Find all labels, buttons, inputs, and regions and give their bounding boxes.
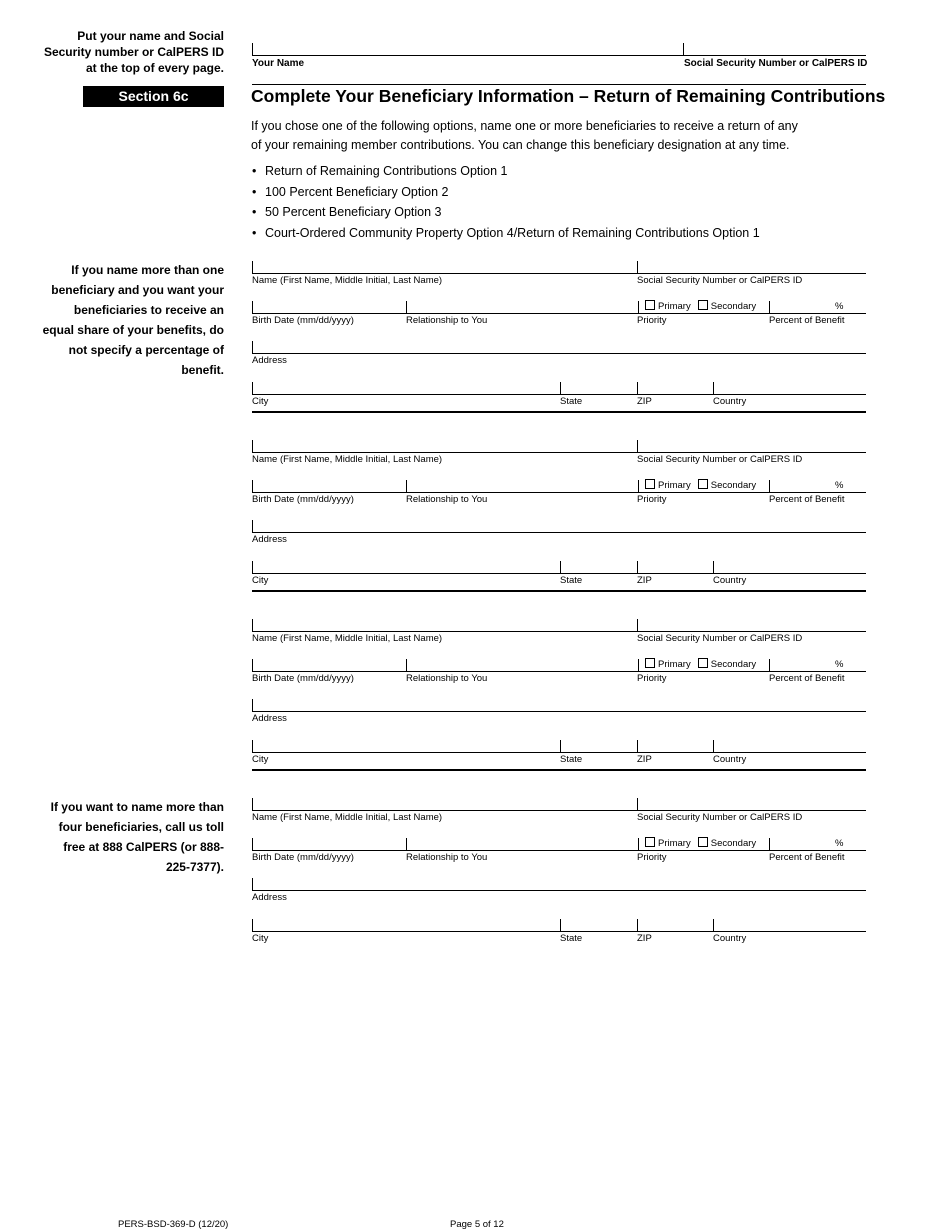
secondary-label: Secondary bbox=[710, 659, 757, 670]
country-label: Country bbox=[713, 754, 747, 765]
name-label: Name (First Name, Middle Initial, Last Name) bbox=[252, 633, 443, 644]
your-name-tick bbox=[252, 43, 253, 55]
country-label: Country bbox=[713, 396, 747, 407]
country-label: Country bbox=[713, 575, 747, 586]
equal-share-note: If you name more than one beneficiary and you want your beneficiaries to receive an equal share of your benefits, do not specify a percentage of benefit. bbox=[42, 263, 224, 377]
city-field[interactable] bbox=[252, 573, 866, 574]
birth-date-field[interactable] bbox=[252, 850, 866, 851]
birth-date-label: Birth Date (mm/dd/yyyy) bbox=[252, 315, 354, 326]
ssn-tick bbox=[683, 43, 684, 55]
relationship-tick bbox=[406, 659, 407, 671]
ssn-tick bbox=[637, 798, 638, 810]
zip-tick bbox=[637, 561, 638, 573]
percent-tick bbox=[769, 301, 770, 313]
percent-of-benefit-label: Percent of Benefit bbox=[769, 852, 845, 863]
city-label: City bbox=[252, 933, 269, 944]
state-tick bbox=[560, 740, 561, 752]
address-tick bbox=[252, 878, 253, 890]
city-label: City bbox=[252, 396, 269, 407]
secondary-label: Secondary bbox=[710, 301, 757, 312]
primary-checkbox[interactable] bbox=[645, 658, 655, 668]
ssn-label: Social Security Number or CalPERS ID bbox=[637, 633, 803, 644]
primary-label: Primary bbox=[658, 480, 691, 491]
zip-tick bbox=[637, 740, 638, 752]
ssn-label: Social Security Number or CalPERS ID bbox=[637, 812, 803, 823]
name-label: Name (First Name, Middle Initial, Last Name) bbox=[252, 812, 443, 823]
country-tick bbox=[713, 740, 714, 752]
beneficiary-name-field[interactable] bbox=[252, 273, 866, 274]
city-field[interactable] bbox=[252, 394, 866, 395]
percent-tick bbox=[769, 480, 770, 492]
primary-label: Primary bbox=[658, 659, 691, 670]
priority-options bbox=[645, 300, 756, 312]
relationship-label: Relationship to You bbox=[406, 494, 488, 505]
zip-label: ZIP bbox=[637, 933, 652, 944]
secondary-checkbox[interactable] bbox=[698, 837, 708, 847]
priority-tick bbox=[638, 659, 639, 671]
state-label: State bbox=[560, 754, 583, 765]
name-label: Name (First Name, Middle Initial, Last Name) bbox=[252, 454, 443, 465]
top-instruction-note: Put your name and Social Security number or CalPERS ID at the top of every page. bbox=[43, 29, 224, 75]
block-divider bbox=[252, 411, 866, 413]
name-tick bbox=[252, 440, 253, 452]
state-tick bbox=[560, 561, 561, 573]
list-item: • Court-Ordered Community Property Option 4/Return of Remaining Contributions Option 1 bbox=[252, 223, 760, 244]
city-tick bbox=[252, 740, 253, 752]
beneficiary-name-field[interactable] bbox=[252, 631, 866, 632]
priority-label: Priority bbox=[637, 315, 667, 326]
priority-label: Priority bbox=[637, 494, 667, 505]
percent-tick bbox=[769, 659, 770, 671]
relationship-label: Relationship to You bbox=[406, 315, 488, 326]
priority-label: Priority bbox=[637, 852, 667, 863]
state-tick bbox=[560, 382, 561, 394]
percent-sign: % bbox=[835, 480, 844, 491]
address-tick bbox=[252, 520, 253, 532]
percent-sign: % bbox=[835, 659, 844, 670]
address-field[interactable] bbox=[252, 353, 866, 354]
ssn-tick bbox=[637, 440, 638, 452]
state-label: State bbox=[560, 396, 583, 407]
percent-tick bbox=[769, 838, 770, 850]
address-label: Address bbox=[252, 892, 287, 903]
ssn-tick bbox=[637, 261, 638, 273]
percent-of-benefit-label: Percent of Benefit bbox=[769, 494, 845, 505]
priority-options bbox=[645, 658, 756, 670]
birth-date-field[interactable] bbox=[252, 313, 866, 314]
birth-date-tick bbox=[252, 480, 253, 492]
beneficiary-name-field[interactable] bbox=[252, 810, 866, 811]
birth-date-field[interactable] bbox=[252, 492, 866, 493]
city-tick bbox=[252, 382, 253, 394]
birth-date-field[interactable] bbox=[252, 671, 866, 672]
percent-sign: % bbox=[835, 301, 844, 312]
address-label: Address bbox=[252, 355, 287, 366]
list-item: • Return of Remaining Contributions Option 1 bbox=[252, 161, 760, 182]
priority-tick bbox=[638, 838, 639, 850]
secondary-checkbox[interactable] bbox=[698, 300, 708, 310]
birth-date-label: Birth Date (mm/dd/yyyy) bbox=[252, 673, 354, 684]
country-label: Country bbox=[713, 933, 747, 944]
relationship-label: Relationship to You bbox=[406, 852, 488, 863]
birth-date-label: Birth Date (mm/dd/yyyy) bbox=[252, 494, 354, 505]
ssn-label: Social Security Number or CalPERS ID bbox=[637, 454, 803, 465]
block-divider bbox=[252, 769, 866, 771]
list-item: • 50 Percent Beneficiary Option 3 bbox=[252, 202, 760, 223]
city-tick bbox=[252, 919, 253, 931]
address-field[interactable] bbox=[252, 532, 866, 533]
priority-options bbox=[645, 479, 756, 491]
secondary-label: Secondary bbox=[710, 480, 757, 491]
country-tick bbox=[713, 561, 714, 573]
address-tick bbox=[252, 341, 253, 353]
address-label: Address bbox=[252, 713, 287, 724]
relationship-tick bbox=[406, 480, 407, 492]
birth-date-tick bbox=[252, 659, 253, 671]
address-field[interactable] bbox=[252, 711, 866, 712]
birth-date-tick bbox=[252, 301, 253, 313]
name-tick bbox=[252, 798, 253, 810]
section-title: Complete Your Beneficiary Information – Return of Remaining Contributions bbox=[251, 86, 886, 106]
address-tick bbox=[252, 699, 253, 711]
primary-label: Primary bbox=[658, 838, 691, 849]
city-field[interactable] bbox=[252, 931, 866, 932]
priority-options bbox=[645, 837, 756, 849]
state-label: State bbox=[560, 575, 583, 586]
state-tick bbox=[560, 919, 561, 931]
block-divider bbox=[252, 590, 866, 592]
section-intro: If you chose one of the following options, name one or more beneficiaries to receive a return of any of your remaining member contributions. You can change this beneficiary designation at any time. bbox=[251, 119, 798, 152]
your-name-field[interactable] bbox=[252, 55, 866, 56]
ssn-tick bbox=[637, 619, 638, 631]
priority-label: Priority bbox=[637, 673, 667, 684]
secondary-checkbox[interactable] bbox=[698, 658, 708, 668]
percent-of-benefit-label: Percent of Benefit bbox=[769, 673, 845, 684]
secondary-label: Secondary bbox=[710, 838, 757, 849]
percent-sign: % bbox=[835, 838, 844, 849]
birth-date-label: Birth Date (mm/dd/yyyy) bbox=[252, 852, 354, 863]
city-field[interactable] bbox=[252, 752, 866, 753]
state-label: State bbox=[560, 933, 583, 944]
beneficiary-name-field[interactable] bbox=[252, 452, 866, 453]
relationship-tick bbox=[406, 301, 407, 313]
ssn-label: Social Security Number or CalPERS ID bbox=[684, 58, 868, 69]
relationship-tick bbox=[406, 838, 407, 850]
section-badge: Section 6c bbox=[83, 86, 224, 107]
secondary-checkbox[interactable] bbox=[698, 479, 708, 489]
options-list bbox=[252, 161, 760, 243]
primary-checkbox[interactable] bbox=[645, 300, 655, 310]
primary-label: Primary bbox=[658, 301, 691, 312]
zip-tick bbox=[637, 919, 638, 931]
ssn-label: Social Security Number or CalPERS ID bbox=[637, 275, 803, 286]
address-label: Address bbox=[252, 534, 287, 545]
list-item: • 100 Percent Beneficiary Option 2 bbox=[252, 182, 760, 203]
percent-of-benefit-label: Percent of Benefit bbox=[769, 315, 845, 326]
name-tick bbox=[252, 261, 253, 273]
zip-tick bbox=[637, 382, 638, 394]
page-number: Page 5 of 12 bbox=[450, 1219, 504, 1230]
more-than-four-note: If you want to name more than four beneficiaries, call us toll free at 888 CalPERS (or 888-225-7377). bbox=[50, 800, 224, 874]
your-name-label: Your Name bbox=[252, 58, 305, 69]
zip-label: ZIP bbox=[637, 754, 652, 765]
name-tick bbox=[252, 619, 253, 631]
zip-label: ZIP bbox=[637, 575, 652, 586]
priority-tick bbox=[638, 301, 639, 313]
relationship-label: Relationship to You bbox=[406, 673, 488, 684]
form-id: PERS-BSD-369-D (12/20) bbox=[118, 1219, 229, 1230]
primary-checkbox[interactable] bbox=[645, 837, 655, 847]
country-tick bbox=[713, 919, 714, 931]
header-divider bbox=[252, 84, 866, 85]
city-label: City bbox=[252, 754, 269, 765]
country-tick bbox=[713, 382, 714, 394]
priority-tick bbox=[638, 480, 639, 492]
zip-label: ZIP bbox=[637, 396, 652, 407]
address-field[interactable] bbox=[252, 890, 866, 891]
birth-date-tick bbox=[252, 838, 253, 850]
city-label: City bbox=[252, 575, 269, 586]
city-tick bbox=[252, 561, 253, 573]
primary-checkbox[interactable] bbox=[645, 479, 655, 489]
name-label: Name (First Name, Middle Initial, Last Name) bbox=[252, 275, 443, 286]
